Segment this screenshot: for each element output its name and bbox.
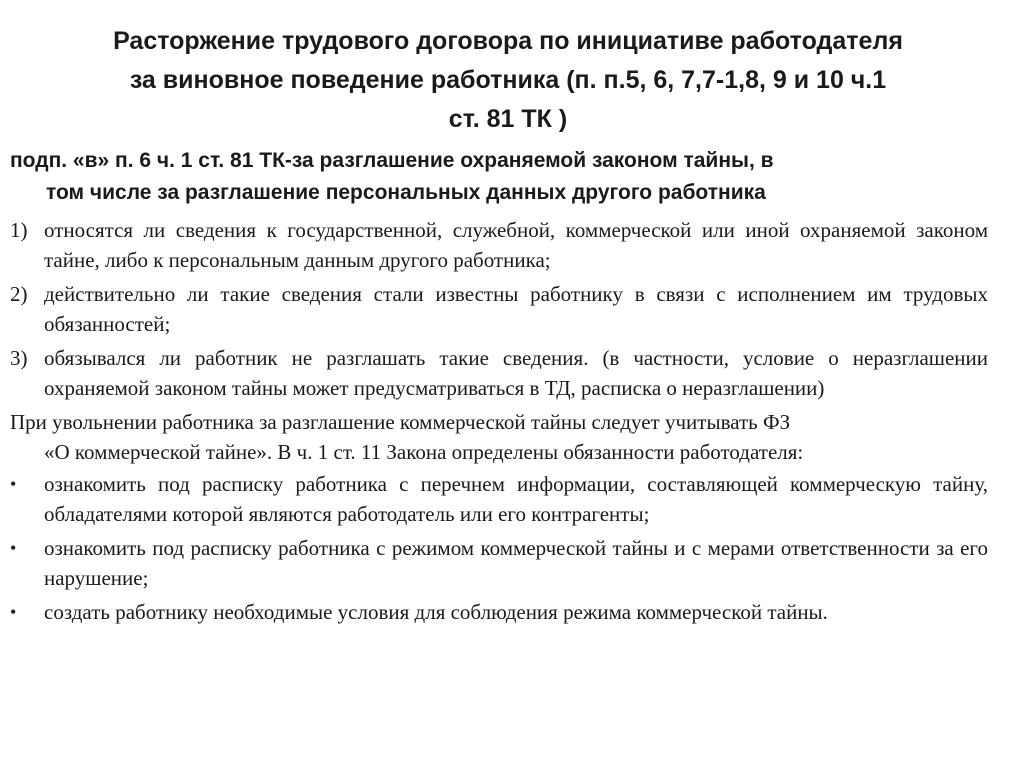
subtitle-line-1: подп. «в» п. 6 ч. 1 ст. 81 ТК-за разглашение охраняемой законом тайны, в: [10, 149, 774, 172]
slide-title-line-3: ст. 81 ТК ): [448, 105, 568, 133]
subtitle-line-2: том числе за разглашение персональных данных другого работника: [46, 181, 766, 204]
numbered-list: [10, 215, 988, 403]
item-text: действительно ли такие сведения стали известны работнику в связи с исполнением им трудовых обязанностей;: [44, 282, 988, 336]
bullet-item: [10, 597, 988, 627]
subtitle: [10, 145, 988, 209]
bullet-list: [10, 469, 988, 627]
bullet-text: ознакомить под расписку работника с режимом коммерческой тайны и с мерами ответственности за его нарушение;: [44, 536, 988, 590]
item-text: обязывался ли работник не разглашать такие сведения. (в частности, условие о неразглашении охраняемой законом тайны может предусматриваться в ТД, расписка о неразглашении): [44, 346, 988, 400]
bullet-item: [10, 533, 988, 593]
bullet-text: ознакомить под расписку работника с перечнем информации, составляющей коммерческую тайну, обладателями которой являются работодатель или его контрагенты;: [44, 472, 988, 526]
item-text: относятся ли сведения к государственной, служебной, коммерческой или иной охраняемой законом тайне, либо к персональным данным другого работника;: [44, 218, 988, 272]
item-number: 1): [10, 218, 28, 242]
intro-line-2: «О коммерческой тайне». В ч. 1 ст. 11 Закона определены обязанности работодателя:: [44, 440, 804, 464]
bullet-item: [10, 469, 988, 529]
numbered-item: [10, 343, 988, 403]
intro-paragraph: [10, 407, 988, 467]
slide-title: [28, 22, 988, 139]
bullet-text: создать работнику необходимые условия для соблюдения режима коммерческой тайны.: [44, 600, 828, 624]
numbered-item: [10, 215, 988, 275]
slide-title-line-2: за виновное поведение работника (п. п.5, 6, 7,7-1,8, 9 и 10 ч.1: [129, 66, 887, 94]
intro-line-1: При увольнении работника за разглашение коммерческой тайны следует учитывать ФЗ: [10, 410, 791, 434]
numbered-item: [10, 279, 988, 339]
bullet-icon: •: [10, 602, 17, 622]
item-number: 2): [10, 282, 28, 306]
slide-title-line-1: Расторжение трудового договора по инициативе работодателя: [113, 27, 903, 55]
item-number: 3): [10, 346, 28, 370]
bullet-icon: •: [10, 538, 17, 558]
bullet-icon: •: [10, 474, 17, 494]
